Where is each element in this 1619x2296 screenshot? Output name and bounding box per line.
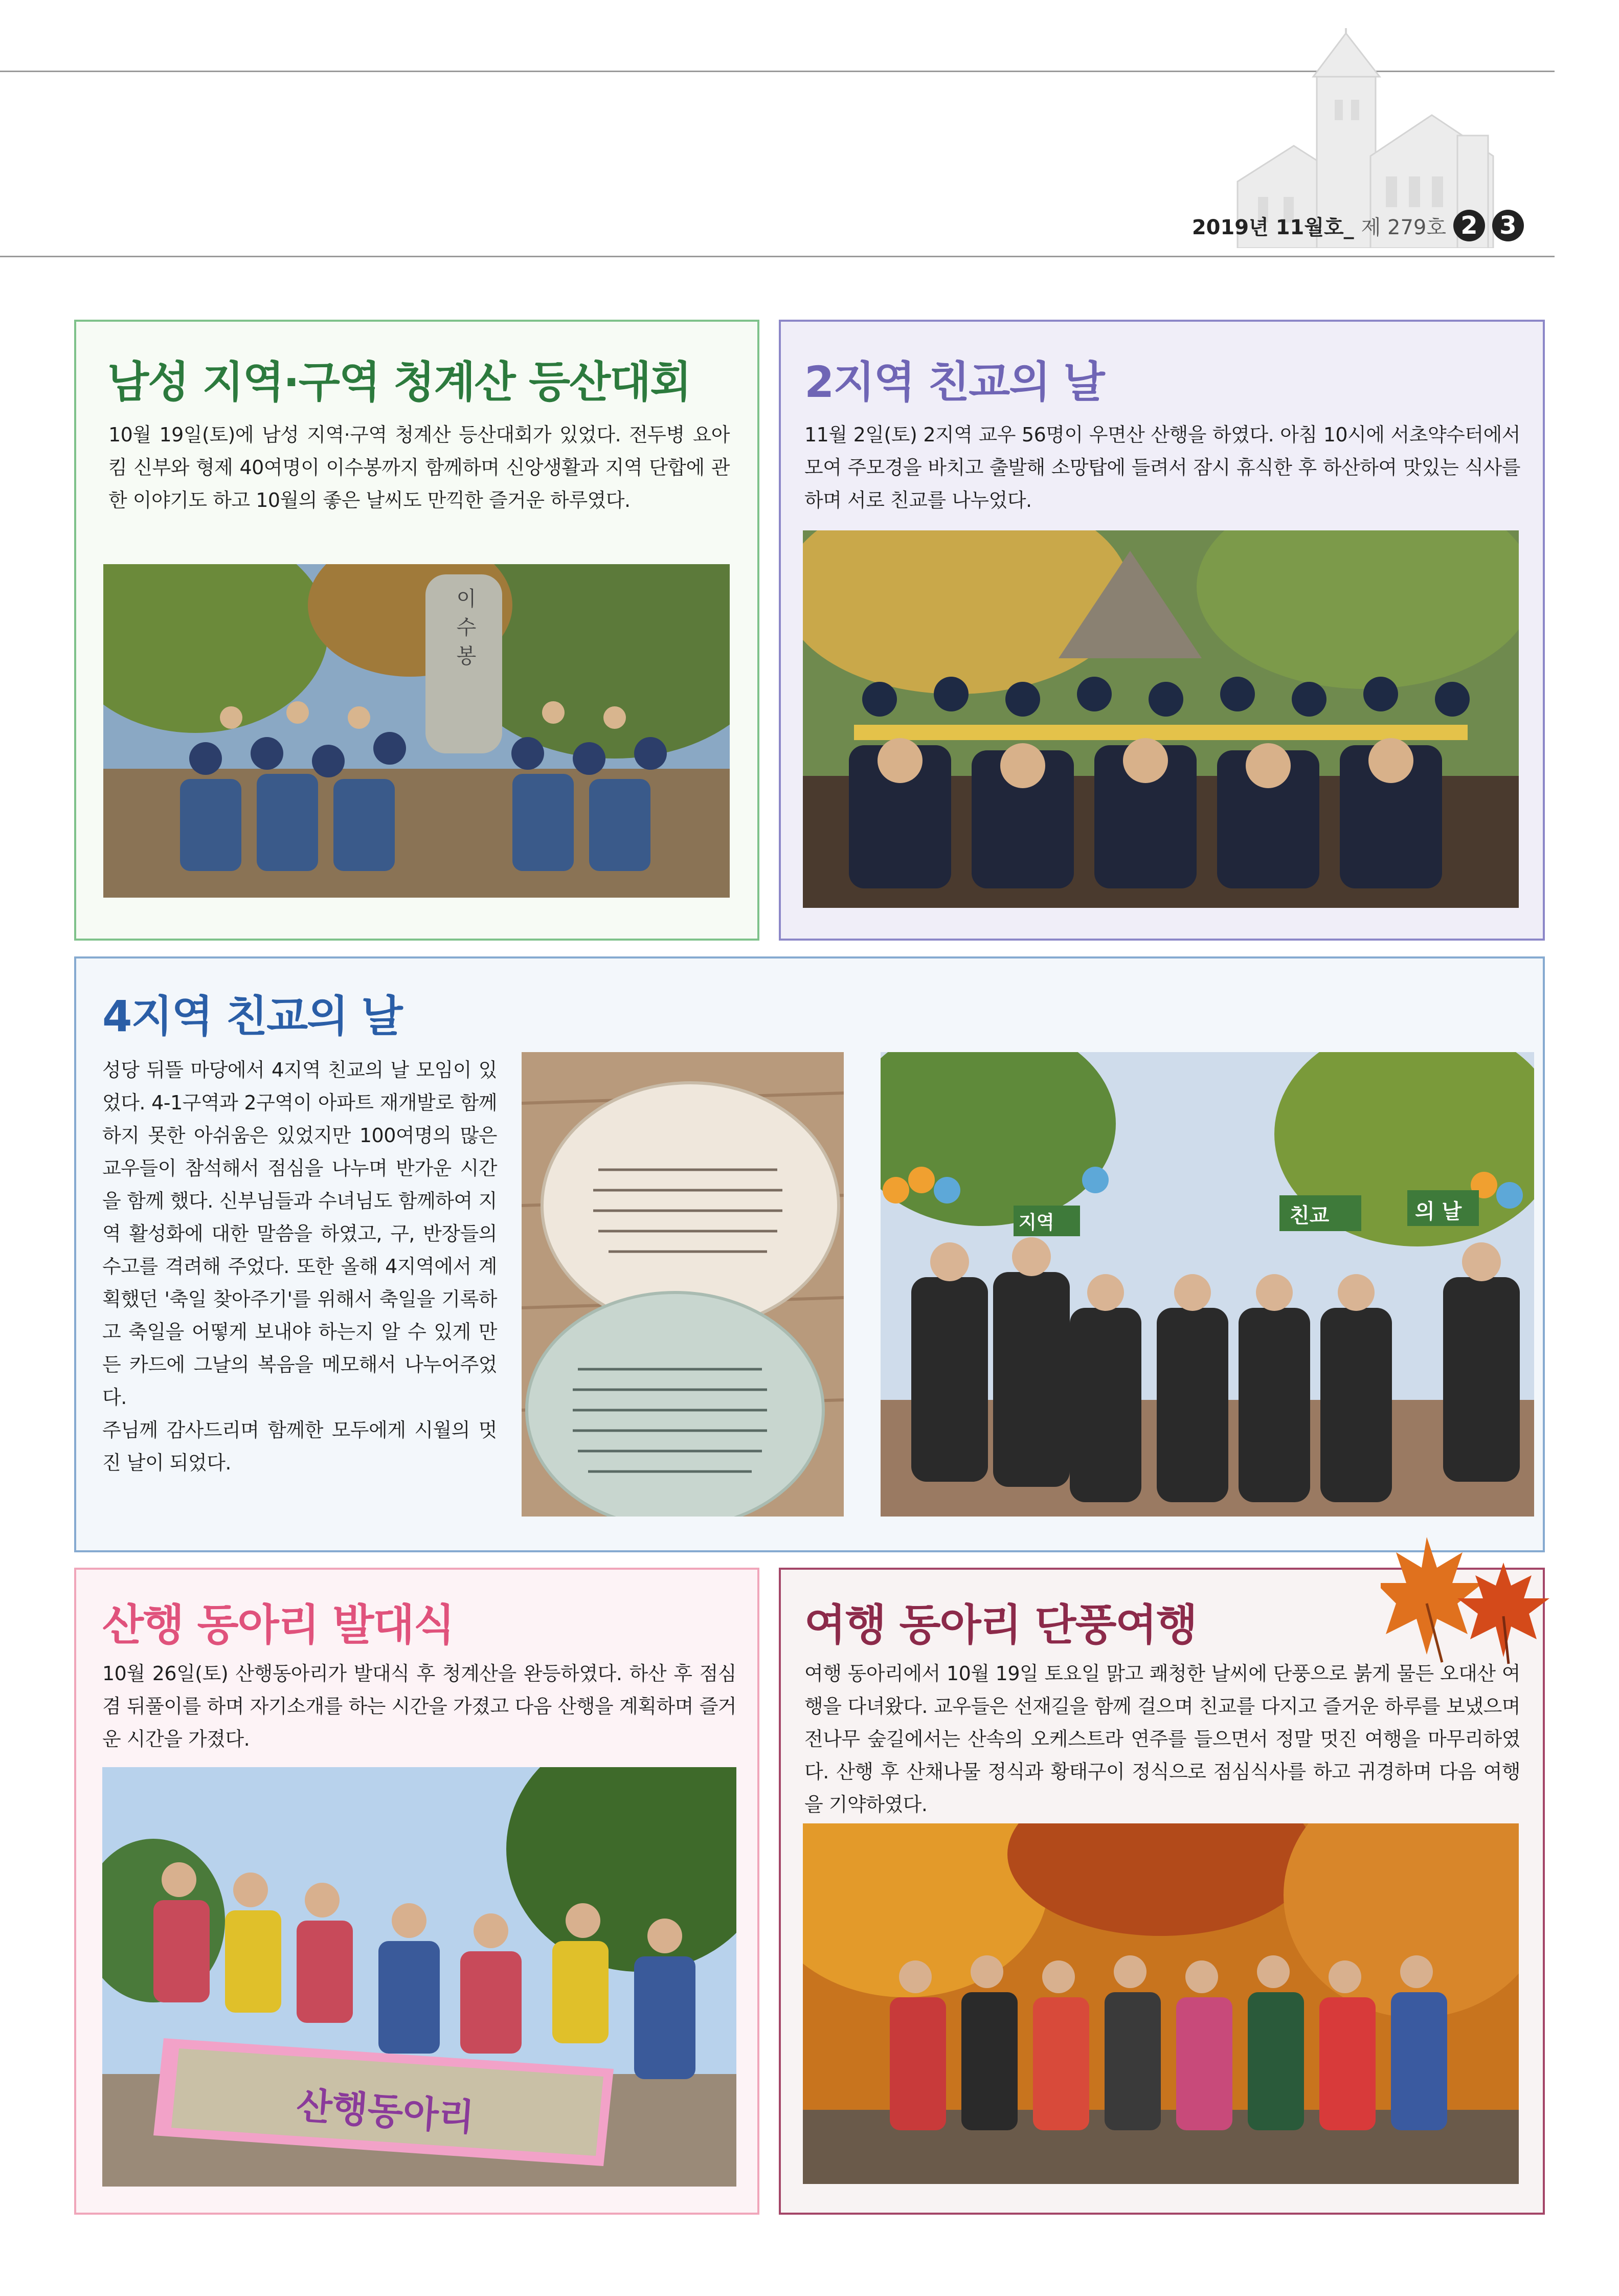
banner-region: 지역 — [1019, 1212, 1054, 1233]
section-body-region4 — [102, 1054, 497, 1479]
banner-hiking-club: 산행동아리 — [295, 2083, 476, 2139]
issue-date: 2019년 11월호_ — [1191, 215, 1354, 239]
issue-info — [1192, 210, 1524, 241]
maple-leaf-icon — [1381, 1532, 1555, 1665]
section-body-hiking: 10월 26일(토) 산행동아리가 발대식 후 청계산을 완등하였다. 하산 후 점심 겸 뒤풀이를 하며 자기소개를 하는 시간을 가졌고 다음 산행을 계획하며 즐거운 시간을 가졌다. — [102, 1662, 736, 1750]
photo-summit-sign: 이 수 봉 — [456, 587, 477, 668]
section-body-region2: 11월 2일(토) 2지역 교우 56명이 우면산 산행을 하였다. 아침 10시에 서초약수터에서 모여 주모경을 바치고 출발해 소망탑에 들려서 잠시 휴식한 후 하산하여 맛있는 식사를 하며 서로 친교를 나누었다. — [804, 423, 1520, 511]
photo-feast-day-cards — [522, 1052, 844, 1517]
photo-travel-group — [803, 1823, 1519, 2184]
region4-paragraph-1: 성당 뒤뜰 마당에서 4지역 친교의 날 모임이 있었다. 4-1구역과 2구역이 아파트 재개발로 함께하지 못한 아쉬움은 있었지만 100여명의 많은 교우들이 참석해서 점심을 나누며 반가운 시간을 함께 했다. 신부님들과 수녀님도 함께하여 지역 활성화에 대한 말씀을 하였고, 구, 반장들의 수고를 격려해 주었다. 또한 올해 4지역에서 계획했던 '축일 찾아주기'를 위해서 축일을 기록하고 축일을 어떻게 보내야 하는지 알 수 있게 만든 카드에 그날의 복음을 메모해서 나누어주었다. — [102, 1059, 497, 1409]
photo-region4-group — [881, 1052, 1534, 1517]
photo-region2-group — [803, 530, 1519, 908]
issue-number: 제 279호 — [1361, 215, 1446, 239]
region4-paragraph-2: 주님께 감사드리며 함께한 모두에게 시월의 멋진 날이 되었다. — [102, 1419, 497, 1474]
banner-day: 의 날 — [1415, 1200, 1462, 1223]
section-title-region2: 2지역 친교의 날 — [804, 357, 1104, 407]
page-number-left: 2 — [1453, 210, 1485, 241]
section-title-namseong: 남성 지역·구역 청계산 등산대회 — [107, 357, 691, 407]
section-title-travel: 여행 동아리 단풍여행 — [804, 1600, 1197, 1650]
banner-fellowship: 친교 — [1290, 1204, 1330, 1228]
section-body-namseong: 10월 19일(토)에 남성 지역·구역 청계산 등산대회가 있었다. 전두병 요아킴 신부와 형제 40여명이 이수봉까지 함께하며 신앙생활과 지역 단합에 관한 이야기도 하고 10월의 좋은 날씨도 만끽한 즐거운 하루였다. — [108, 423, 730, 511]
photo-hiking-group — [102, 1767, 736, 2187]
section-title-region4: 4지역 친교의 날 — [102, 991, 402, 1041]
photo-namseong-group — [103, 564, 730, 898]
header-bottom-rule — [0, 256, 1555, 257]
page-number-right: 3 — [1492, 210, 1524, 241]
section-title-hiking: 산행 동아리 발대식 — [102, 1600, 454, 1650]
section-body-travel: 여행 동아리에서 10월 19일 토요일 맑고 쾌청한 날씨에 단풍으로 붉게 물든 오대산 여행을 다녀왔다. 교우들은 선재길을 함께 걸으며 친교를 다지고 즐거운 하루를 보냈으며 전나무 숲길에서는 산속의 오케스트라 연주를 들으면서 정말 멋진 여행을 마무리하였다. 산행 후 산채나물 정식과 황태구이 정식으로 점심식사를 하고 귀경하며 다음 여행을 기약하였다. — [804, 1662, 1520, 1816]
